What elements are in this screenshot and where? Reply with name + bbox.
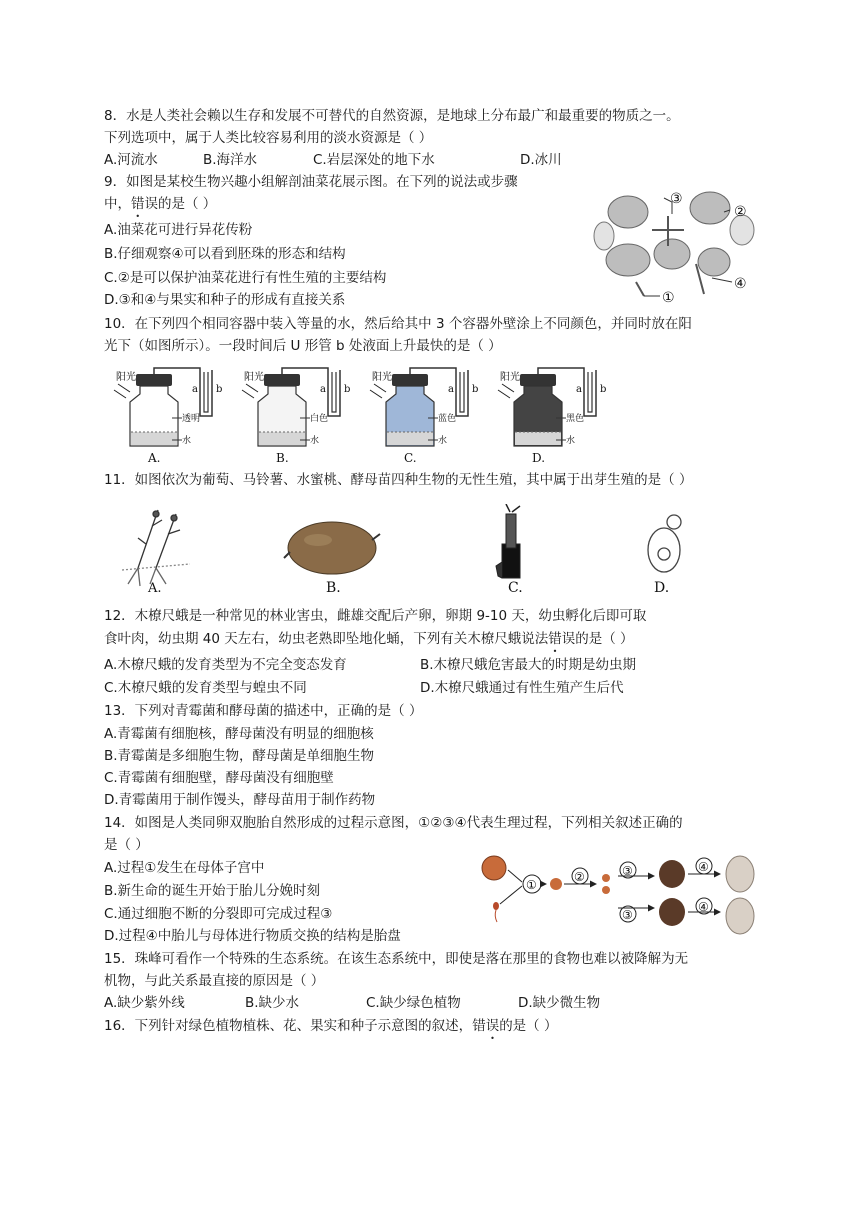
option-letter: D. (532, 451, 546, 465)
q15-stem-line2: 机物，与此关系最直接的原因是（ ） (104, 973, 325, 989)
two-cells-icon (602, 874, 610, 894)
stopper (264, 374, 300, 386)
water-layer (131, 432, 177, 445)
water-label: 水 (566, 436, 576, 446)
option-letter: A. (148, 451, 161, 465)
q12-stem-line2: 食叶肉，幼虫期 40 天左右，幼虫老熟即坠地化蛹，下列有关木橑尺蛾说法错误的是（ ） (104, 631, 634, 647)
grape-cutting-image (122, 510, 190, 586)
coating-label: 透明 (182, 414, 201, 424)
container-2 (242, 368, 350, 465)
petal-top-right (690, 192, 730, 224)
container-experiment-figure (112, 362, 632, 468)
q12-option-d: D.木橑尺蛾通过有性生殖产生后代 (420, 680, 624, 696)
water-layer (259, 432, 305, 445)
q12-option-a: A.木橑尺蛾的发育类型为不完全变态发育 (104, 657, 347, 673)
q11-stem-line1: 11．如图依次为葡萄、马铃薯、水蜜桃、酵母苗四种生物的无性生殖，其中属于出芽生殖的是（ ） (104, 472, 693, 488)
sunlight-label: 阳光 (372, 372, 392, 383)
q16-stem-line1: 16．下列针对绿色植物植株、花、果实和种子示意图的叙述，错误的是（ ） (104, 1018, 558, 1034)
container-4 (498, 368, 606, 465)
sperm-cell-icon (493, 902, 499, 922)
figure-label-2: ② (734, 204, 747, 220)
figure-label-1: ① (662, 290, 675, 306)
emphasis-dot-char: 误 (485, 1018, 500, 1034)
sunlight-label: 阳光 (500, 372, 520, 383)
tube-label-a: a (320, 384, 326, 395)
q13-stem-line1: 13．下列对青霉菌和酵母菌的描述中，正确的是（ ） (104, 703, 423, 719)
tube-label-b: b (472, 384, 479, 395)
q12-option-b: B.木橑尺蛾危害最大的时期是幼虫期 (420, 657, 637, 673)
petal-top-left (608, 196, 648, 228)
q8-option-d: D.冰川 (520, 152, 562, 168)
q9-option-a: A.油菜花可进行异花传粉 (104, 222, 253, 238)
q9-stem-line1: 9．如图是某校生物兴趣小组解剖油菜花展示图。在下列的说法或步骤 (104, 174, 518, 190)
egg-cell-icon (482, 856, 506, 880)
rapeseed-flower-figure (592, 186, 764, 306)
q8-option-a: A.河流水 (104, 152, 158, 168)
potato-image (284, 522, 380, 574)
container-3 (370, 368, 478, 465)
q15-option-b: B.缺少水 (245, 995, 300, 1011)
petal-bottom-mid (654, 239, 690, 269)
process-label-4: ④ (698, 860, 709, 874)
tube-label-a: a (448, 384, 454, 395)
zygote-icon (550, 878, 562, 890)
q15-option-a: A.缺少紫外线 (104, 995, 185, 1011)
option-letter: B. (276, 451, 289, 465)
q13-option-d: D.青霉菌用于制作馒头，酵母苗用于制作药物 (104, 792, 376, 808)
q15-option-c: C.缺少绿色植物 (366, 995, 461, 1011)
sunlight-label: 阳光 (116, 372, 136, 383)
sunlight-label: 阳光 (244, 372, 264, 383)
water-layer (387, 432, 433, 445)
water-label: 水 (438, 436, 448, 446)
q9-option-c: C.②是可以保护油菜花进行有性生殖的主要结构 (104, 270, 387, 286)
process-label-1: ① (526, 878, 537, 892)
option-letter-d: D. (654, 580, 670, 596)
tube-label-b: b (216, 384, 223, 395)
q9-option-b: B.仔细观察④可以看到胚珠的形态和结构 (104, 246, 346, 262)
emphasis-dot-char: 错 (131, 196, 145, 212)
peach-grafting-image (496, 504, 520, 578)
q13-option-b: B.青霉菌是多细胞生物，酵母菌是单细胞生物 (104, 748, 375, 764)
container-1 (114, 368, 222, 465)
yeast-budding-image (648, 515, 681, 572)
q8-option-b: B.海洋水 (203, 152, 258, 168)
q14-option-b: B.新生命的诞生开始于胎儿分娩时刻 (104, 883, 321, 899)
q14-option-d: D.过程④中胎儿与母体进行物质交换的结构是胎盘 (104, 928, 401, 944)
water-layer (515, 432, 561, 445)
process-label-4-lower: ④ (698, 900, 709, 914)
tube-label-a: a (192, 384, 198, 395)
stopper (136, 374, 172, 386)
q15-stem-line1: 15．珠峰可看作一个特殊的生态系统。在该生态系统中，即使是落在那里的食物也难以被降解为无 (104, 951, 689, 967)
figure-label-3: ③ (670, 191, 683, 207)
process-label-3: ③ (622, 864, 633, 878)
q10-stem-line2: 光下（如图所示）。一段时间后 U 形管 b 处液面上升最快的是（ ） (104, 338, 502, 354)
stopper (520, 374, 556, 386)
option-letter-c: C. (508, 580, 523, 596)
emphasis-dot-char: 错 (548, 631, 562, 647)
petal-bottom-left (606, 244, 650, 276)
q14-stem-line2: 是（ ） (104, 837, 149, 853)
coating-label: 蓝色 (438, 414, 457, 424)
embryo-icon (659, 860, 685, 926)
q14-option-a: A.过程①发生在母体子宫中 (104, 860, 265, 876)
stopper (392, 374, 428, 386)
asexual-reproduction-figure (118, 504, 698, 596)
coating-label: 白色 (310, 414, 329, 424)
option-letter-a: A. (148, 581, 162, 596)
q13-option-c: C.青霉菌有细胞壁，酵母菌没有细胞壁 (104, 770, 334, 786)
q14-option-c: C.通过细胞不断的分裂即可完成过程③ (104, 906, 333, 922)
option-letter-b: B. (326, 580, 341, 596)
water-label: 水 (182, 436, 192, 446)
q12-stem-line1: 12．木橑尺蛾是一种常见的林业害虫，雌雄交配后产卵，卵期 9-10 天，幼虫孵化后即可取 (104, 608, 647, 624)
process-label-3-lower: ③ (622, 908, 633, 922)
figure-label-4: ④ (734, 276, 747, 292)
petal-bottom-right (698, 248, 730, 276)
q15-option-d: D.缺少微生物 (518, 995, 601, 1011)
q12-option-c: C.木橑尺蛾的发育类型与蝗虫不同 (104, 680, 307, 696)
option-letter: C. (404, 451, 417, 465)
q13-option-a: A.青霉菌有细胞核，酵母菌没有明显的细胞核 (104, 726, 374, 742)
tube-label-b: b (600, 384, 607, 395)
process-label-2: ② (574, 870, 585, 884)
coating-label: 黑色 (566, 414, 585, 424)
q8-stem-line1: 8．水是人类社会赖以生存和发展不可替代的自然资源，是地球上分布最广和最重要的物质之一。 (104, 108, 680, 124)
fetus-icon (726, 856, 754, 934)
q10-stem-line1: 10．在下列四个相同容器中装入等量的水，然后给其中 3 个容器外壁涂上不同颜色，并同时放在阳 (104, 316, 692, 332)
q9-option-d: D.③和④与果实和种子的形成有直接关系 (104, 292, 346, 308)
q14-stem-line1: 14．如图是人类同卵双胞胎自然形成的过程示意图，①②③④代表生理过程，下列相关叙述正确的 (104, 815, 683, 831)
q8-option-c: C.岩层深处的地下水 (313, 152, 435, 168)
q9-stem-line2: 中，错误的是（ ） (104, 196, 217, 212)
q8-stem-line2: 下列选项中，属于人类比较容易利用的淡水资源是（ ） (104, 130, 433, 146)
twin-formation-figure (474, 846, 764, 942)
tube-label-b: b (344, 384, 351, 395)
water-label: 水 (310, 436, 320, 446)
tube-label-a: a (576, 384, 582, 395)
